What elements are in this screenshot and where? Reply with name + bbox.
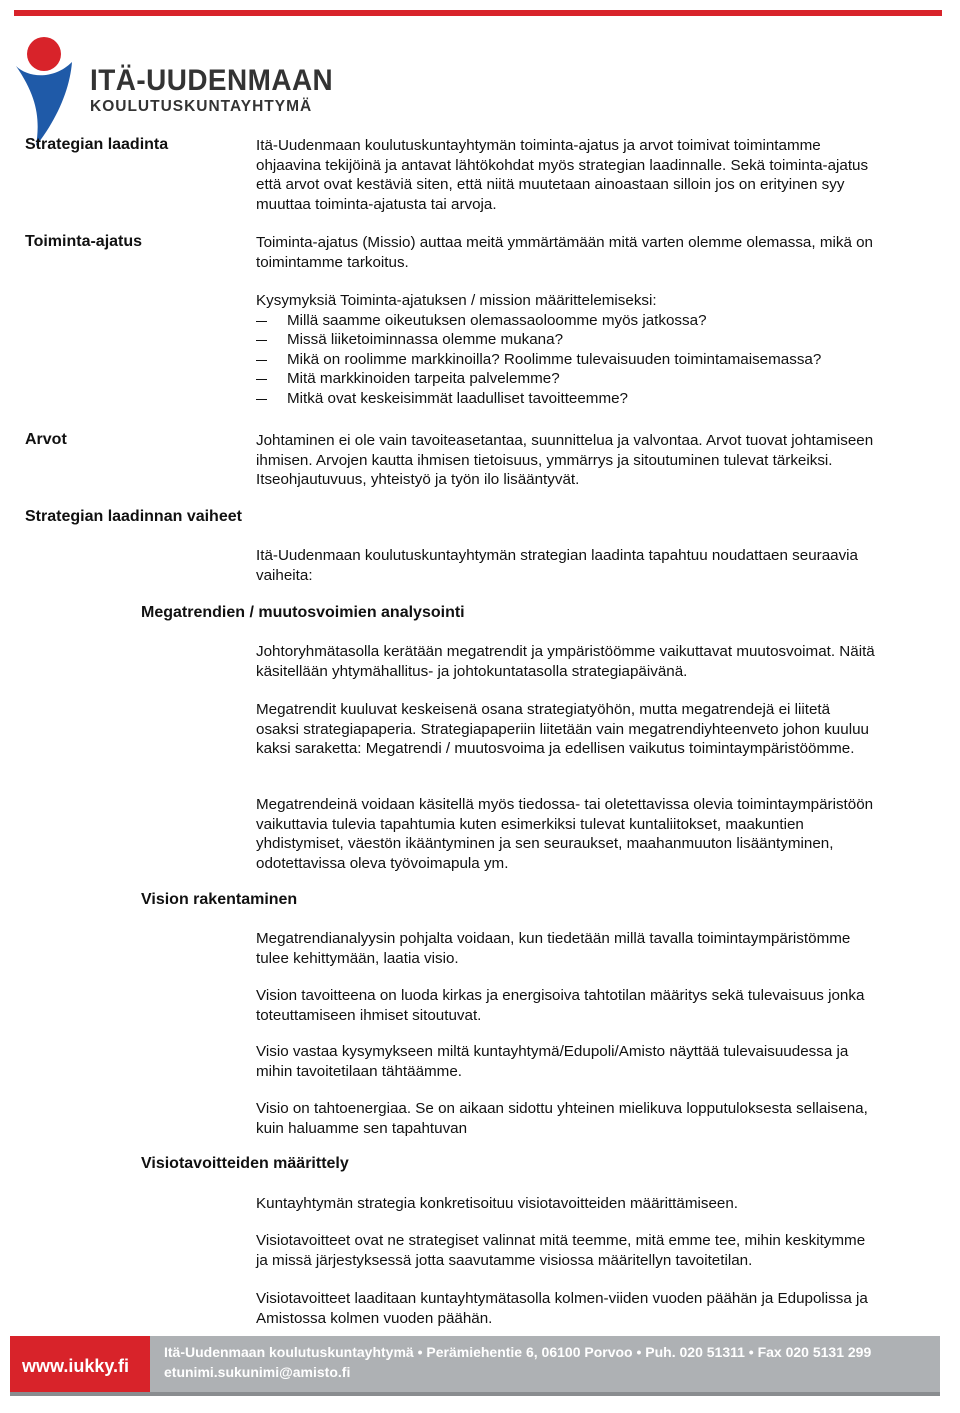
footer (10, 1336, 940, 1394)
paragraph-megatrendit-3: Megatrendeinä voidaan käsitellä myös tiedossa- tai oletettavissa olevia toimintaympäristöön vaikuttavia tulevia tapahtumia kuten esimerkiksi tulevat kuntaliitokset, maakuntien yhdistymiset, väestön ikääntyminen ja sen seuraukset, maahanmuuton lisääntyminen, odotettavissa oleva työvoimapula ym. (256, 796, 874, 872)
list-item: Millä saamme oikeutuksen olemassaoloomme myös jatkossa? (256, 311, 876, 331)
paragraph-visio-4: Visio on tahtoenergiaa. Se on aikaan sidottu yhteinen mielikuva lopputuloksesta sellaisena, kuin haluamme sen tapahtuvan (256, 1100, 868, 1137)
subheading-visiotavoitteet: Visiotavoitteiden määrittely (141, 1155, 349, 1172)
bottom-rule (10, 1392, 940, 1396)
paragraph-megatrendit-2: Megatrendit kuuluvat keskeisenä osana strategiatyöhön, mutta megatrendejä ei liitetä osaksi strategiapaperia. Strategiapaperiin liitetään vain megatrendiyhteenveto johon kuuluu kaksi saraketta: Megatrendi / muutosvoima ja edellisen vaikutus toimintaympäristöömme. (256, 701, 869, 757)
paragraph-visio-3: Visio vastaa kysymykseen miltä kuntayhtymä/Edupoli/Amisto näyttää tulevaisuudessa ja mihin tavoitetilaan tähtäämme. (256, 1043, 849, 1080)
brand-name (90, 66, 351, 116)
heading-arvot: Arvot (25, 431, 67, 448)
heading-strategian-laadinta: Strategian laadinta (25, 136, 169, 153)
questions-intro: Kysymyksiä Toiminta-ajatuksen / mission määrittelemiseksi: (256, 292, 657, 309)
paragraph-visio-1: Megatrendianalyysin pohjalta voidaan, kun tiedetään millä tavalla toimintaympäristömme tulee kehittymään, laatia visio. (256, 930, 851, 967)
questions-list (256, 311, 876, 409)
paragraph-megatrendit-1: Johtoryhmätasolla kerätään megatrendit ja ympäristöömme vaikuttavat muutosvoimat. Näitä käsitellään yhtymähallitus- ja johtokuntatasolla strategiapäivänä. (256, 643, 875, 680)
paragraph-arvot: Johtaminen ei ole vain tavoiteasetantaa, suunnittelua ja valvontaa. Arvot tuovat johtamiseen ihmisen. Arvojen kautta ihmisen tietoisuus, ymmärrys ja sitoutuminen tulevat tärkeiksi. Itseohjautuvuus, yhteistyö ja työn ilo lisääntyvät. (256, 432, 874, 488)
heading-strategian-laadinnan-vaiheet: Strategian laadinnan vaiheet (25, 508, 242, 525)
paragraph-visio-2: Vision tavoitteena on luoda kirkas ja energisoiva tahtotilan määritys sekä tulevaisuus jonka toteuttamiseen ihmiset sitoutuvat. (256, 987, 865, 1024)
footer-website-link[interactable]: www.iukky.fi (22, 1356, 130, 1376)
subheading-visio: Vision rakentaminen (141, 891, 298, 908)
paragraph-visiotavoitteet-2: Visiotavoitteet ovat ne strategiset valinnat mitä teemme, mitä emme tee, mihin keskitymme ja missä järjestyksessä jotta saavutamme visiossa määritellyn tavoitetilan. (256, 1232, 866, 1269)
questions-block (256, 291, 876, 408)
footer-address: Itä-Uudenmaan koulutuskuntayhtymä • Perämiehentie 6, 06100 Porvoo • Puh. 020 51311 • Fax 020 5131 299 (164, 1344, 872, 1360)
paragraph-visiotavoitteet-1: Kuntayhtymän strategia konkretisoituu visiotavoitteiden määrittämiseen. (256, 1195, 739, 1212)
footer-contact-box (150, 1336, 940, 1392)
footer-email[interactable]: etunimi.sukunimi@amisto.fi (164, 1364, 351, 1380)
paragraph-strategian-laadinta: Itä-Uudenmaan koulutuskuntayhtymän toiminta-ajatus ja arvot toimivat toimintamme ohjaavina tekijöinä ja antavat lähtökohdat myös strategian laadinnalle. Sekä toiminta-ajatus että arvot ovat kestäviä siten, että niitä muutetaan ainoastaan silloin jos on erityinen syy muuttaa toiminta-ajatusta tai arvoja. (256, 137, 869, 213)
top-rule (14, 10, 942, 16)
footer-website-box (10, 1336, 150, 1392)
list-item: Mikä on roolimme markkinoilla? Roolimme tulevaisuuden toimintamaisemassa? (256, 350, 876, 370)
heading-toiminta-ajatus: Toiminta-ajatus (25, 233, 143, 250)
list-item: Mitä markkinoiden tarpeita palvelemme? (256, 369, 876, 389)
list-item: Mitkä ovat keskeisimmät laadulliset tavoitteemme? (256, 389, 876, 409)
paragraph-vaiheet: Itä-Uudenmaan koulutuskuntayhtymän strategian laadinta tapahtuu noudattaen seuraavia vaiheita: (256, 547, 859, 584)
paragraph-visiotavoitteet-3: Visiotavoitteet laaditaan kuntayhtymätasolla kolmen-viiden vuoden päähän ja Edupolissa ja Amistossa kolmen vuoden päähän. (256, 1290, 868, 1327)
paragraph-toiminta-ajatus: Toiminta-ajatus (Missio) auttaa meitä ymmärtämään mitä varten olemme olemassa, mikä on toimintamme tarkoitus. (256, 234, 873, 271)
list-item: Missä liiketoiminnassa olemme mukana? (256, 330, 876, 350)
brand-name-line1: ITÄ-UUDENMAAN (90, 64, 334, 97)
brand-name-line2: KOULUTUSKUNTAYHTYMÄ (90, 98, 313, 115)
subheading-megatrendit: Megatrendien / muutosvoimien analysointi (141, 604, 465, 621)
